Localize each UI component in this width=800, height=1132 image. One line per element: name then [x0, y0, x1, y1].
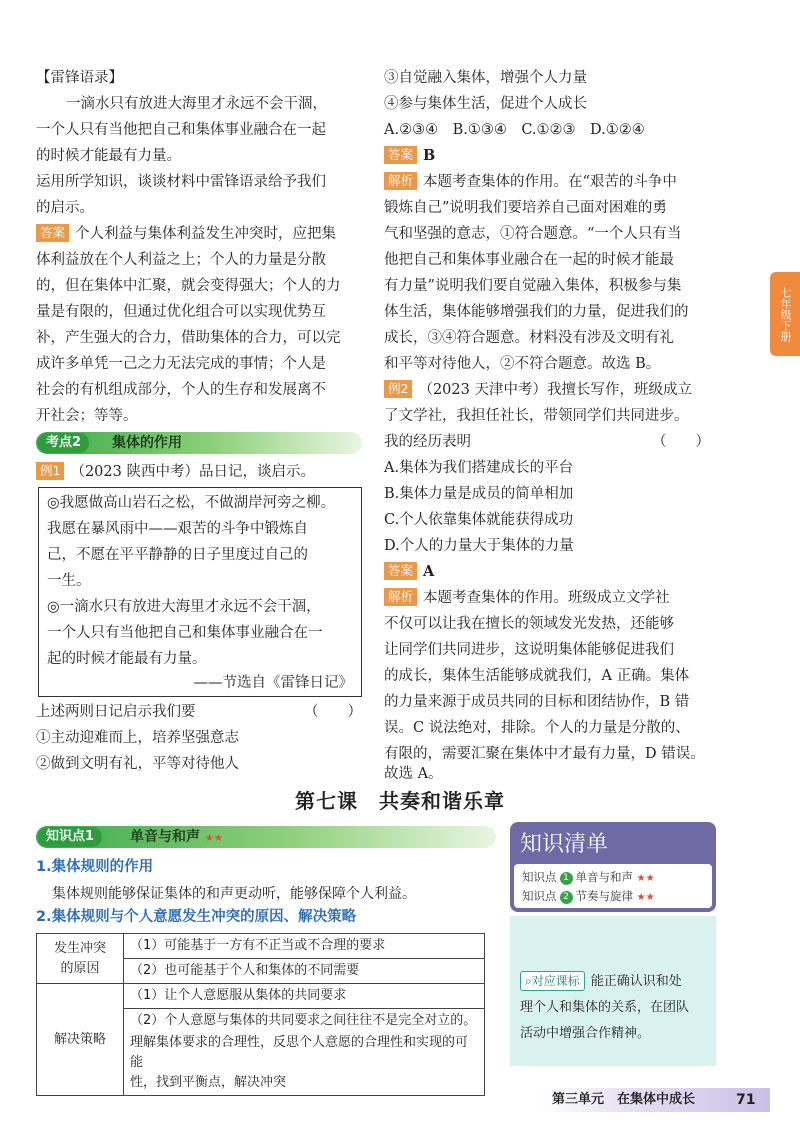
kl-number: 1	[560, 872, 573, 885]
q1-option: ②做到文明有礼，平等对待他人	[36, 756, 239, 772]
q1-option: ①主动迎难而上，培养坚强意志	[36, 730, 239, 746]
standard-text: 能正确认识和处	[590, 974, 682, 989]
kl-number: 2	[560, 891, 573, 904]
q1-option: ③自觉融入集体，增强个人力量	[384, 70, 587, 86]
kl-prefix: 知识点	[522, 889, 557, 903]
jiexi-line	[384, 170, 677, 194]
section-body: 集体规则能够保证集体的和声更动听，能够保障个人利益。	[52, 886, 416, 902]
jiexi-line	[384, 586, 670, 610]
difficulty-stars: ★★	[636, 892, 655, 903]
kaodian-pill: 考点2	[38, 433, 89, 453]
answer-value: B	[423, 147, 436, 164]
example2-text: （2023 天津中考）我擅长写作，班级成立	[418, 382, 692, 398]
difficulty-stars: ★★	[636, 873, 655, 884]
section-heading: 2.集体规则与个人意愿发生冲突的原因、解决策略	[36, 909, 357, 925]
example1-tag: 例1	[36, 462, 64, 480]
jiexi-line: 和平等对待他人，②不符合题意。故选 B。	[384, 356, 661, 372]
jiexi-line: 锻炼自己”说明我们要培养自己面对困难的勇	[384, 200, 667, 216]
knowledge-list-item[interactable]	[522, 887, 655, 907]
q2-option: C.个人依靠集体就能获得成功	[384, 512, 574, 528]
q1-option: ④参与集体生活，促进个人成长	[384, 96, 587, 112]
table-row-header	[37, 934, 124, 984]
quote-line: 一个人只有当他把自己和集体事业融合在一起	[36, 122, 326, 138]
table-row	[37, 984, 485, 1096]
jiexi-tag: 解析	[384, 172, 417, 190]
answer-line: 社会的有机组成部分，个人的生存和发展离不	[36, 382, 326, 398]
grade-side-tab: 七年级下册	[770, 272, 800, 356]
diary-source: ——节选自《雷锋日记》	[193, 675, 353, 691]
standard-line: 活动中增强合作精神。	[520, 1026, 651, 1041]
kp-pill: 知识点1	[38, 827, 102, 847]
example2-line: 了文学社，我担任社长，带领同学们共同进步。	[384, 408, 689, 424]
answer-line: 开社会；等等。	[36, 408, 138, 424]
jiexi-line: 他把自己和集体事业融合在一起的时候才能最	[384, 252, 674, 268]
kaodian-2-header	[36, 432, 362, 454]
jiexi-line: 体生活，集体能够增强我们的力量，促进我们的	[384, 304, 689, 320]
answer-line	[384, 560, 434, 584]
example1-text: （2023 陕西中考）品日记，谈启示。	[70, 464, 315, 480]
answer-tag: 答案	[384, 146, 417, 164]
jiexi-line: 的力量来源于成员共同的目标和团结协作，B 错	[384, 694, 690, 710]
q2-option: B.集体力量是成员的简单相加	[384, 486, 574, 502]
jiexi-line: 气和坚强的意志，①符合题意。“一个人只有当	[384, 226, 682, 242]
standard-tag	[520, 971, 585, 991]
diary-line: ◎一滴水只有放进大海里才永远不会干涸，	[47, 599, 321, 615]
page-number: 71	[736, 1092, 756, 1108]
knowledge-list-title: 知识清单	[520, 832, 609, 857]
jiexi-text: 本题考查集体的作用。班级成立文学社	[423, 590, 670, 606]
answer-line: 成许多单凭一己之力无法完成的事情；个人是	[36, 356, 326, 372]
table-row-header: 解决策略	[37, 984, 124, 1096]
quote-line: 的时候才能最有力量。	[36, 148, 181, 164]
jiexi-line: 不仅可以让我在擅长的领域发光发热，还能够	[384, 616, 674, 632]
cell-item: （2）个人意愿与集体的共同要求之间往往不是完全对立的。	[130, 1013, 477, 1028]
table-row	[37, 934, 485, 984]
knowledge-list-item[interactable]	[522, 868, 655, 888]
cell-item: （1）让个人意愿服从集体的共同要求	[124, 984, 484, 1009]
kp-title	[130, 826, 223, 850]
jiexi-line: 让同学们共同进步，这说明集体能够促进我们	[384, 642, 674, 658]
jiexi-line: 有限的，需要汇聚在集体中才最有力量，D 错误。	[384, 746, 705, 762]
cell-item: 性，找到平衡点，解决冲突	[130, 1075, 287, 1090]
example2-tag: 例2	[384, 380, 412, 398]
search-icon: ⌕	[525, 974, 532, 988]
knowledge-list-body	[514, 864, 712, 908]
question-line: 运用所学知识，谈谈材料中雷锋语录给予我们	[36, 174, 326, 190]
answer-line: 的，但在集体中汇聚，就会变得强大；个人的力	[36, 278, 341, 294]
curriculum-standard-card	[510, 916, 716, 1066]
diary-line: 一生。	[47, 573, 91, 589]
q1-answer-paren: （ ）	[304, 704, 362, 720]
diary-box	[38, 487, 362, 697]
jiexi-tag: 解析	[384, 588, 417, 606]
q2-option: D.个人的力量大于集体的力量	[384, 538, 574, 554]
diary-line: 我愿在暴风雨中——艰苦的斗争中锻炼自	[47, 521, 308, 537]
diary-line: ◎我愿做高山岩石之松，不做湖岸河旁之柳。	[47, 495, 336, 511]
example2-line: 我的经历表明	[384, 434, 471, 450]
quote-heading: 【雷锋语录】	[36, 70, 123, 86]
diary-line: 一个人只有当他把自己和集体事业融合在一	[47, 625, 323, 641]
jiexi-text: 本题考查集体的作用。在“艰苦的斗争中	[423, 174, 677, 190]
answer-line: 体利益放在个人利益之上；个人的力量是分散	[36, 252, 326, 268]
cell-item: （2）也可能基于个人和集体的不同需要	[130, 963, 360, 978]
kl-prefix: 知识点	[522, 870, 557, 884]
cell-item: （1）可能基于一方有不正当或不合理的要求	[124, 934, 484, 959]
kaodian-title: 集体的作用	[112, 435, 182, 451]
conflict-table	[36, 933, 485, 1096]
table-cell	[124, 984, 485, 1096]
standard-line: 理个人和集体的关系，在团队	[520, 1000, 690, 1015]
answer-tag: 答案	[384, 562, 417, 580]
q1-stem: 上述两则日记启示我们要	[36, 704, 196, 720]
answer-tag: 答案	[36, 224, 69, 242]
cell-item: 理解集体要求的合理性，反思个人意愿的合理性和实现的可能	[130, 1035, 469, 1070]
header-line: 的原因	[60, 960, 100, 976]
example1-line	[36, 460, 315, 484]
jiexi-line: 有力量”说明我们要自觉融入集体，积极参与集	[384, 278, 682, 294]
answer-line	[384, 144, 435, 168]
kl-label: 节奏与旋律	[575, 889, 633, 903]
kp-title-text: 单音与和声	[130, 829, 200, 845]
answer-line	[36, 222, 336, 246]
kl-label: 单音与和声	[575, 870, 633, 884]
quote-line: 一滴水只有放进大海里才永远不会干涸，	[66, 96, 327, 112]
knowledge-point-1-header	[36, 826, 496, 848]
q2-option: A.集体为我们搭建成长的平台	[384, 460, 574, 476]
jiexi-line: 的成长，集体生活能够成就我们，A 正确。集体	[384, 668, 690, 684]
answer-line: 量是有限的，但通过优化组合可以实现优势互	[36, 304, 326, 320]
answer-line: 补，产生强大的合力，借助集体的合力，可以完	[36, 330, 341, 346]
unit-name: 第三单元 在集体中成长	[552, 1092, 696, 1107]
standard-tag-text: 对应课标	[531, 974, 580, 988]
jiexi-line: 成长，③④符合题意。材料没有涉及文明有礼	[384, 330, 674, 346]
diary-line: 己，不愿在平平静静的日子里度过自己的	[47, 547, 308, 563]
diary-line: 起的时候才能最有力量。	[47, 651, 207, 667]
lesson-title: 第七课 共奏和谐乐章	[295, 789, 505, 813]
q2-answer-paren: （ ）	[652, 434, 710, 450]
table-cell	[124, 934, 485, 984]
standard-line	[520, 970, 682, 994]
section-heading: 1.集体规则的作用	[36, 859, 154, 875]
jiexi-line: 误。C 说法绝对，排除。个人的力量是分散的、	[384, 720, 690, 736]
q1-choices: A.②③④ B.①③④ C.①②③ D.①②④	[384, 122, 645, 138]
jiexi-line: 故选 A。	[384, 766, 443, 782]
difficulty-stars: ★★	[204, 833, 223, 844]
answer-value: A	[423, 563, 435, 580]
example2-line	[384, 378, 692, 402]
knowledge-list-card	[510, 822, 716, 912]
header-line: 发生冲突	[53, 940, 106, 956]
answer-text: 个人利益与集体利益发生冲突时，应把集	[75, 226, 337, 242]
question-line: 的启示。	[36, 200, 94, 216]
